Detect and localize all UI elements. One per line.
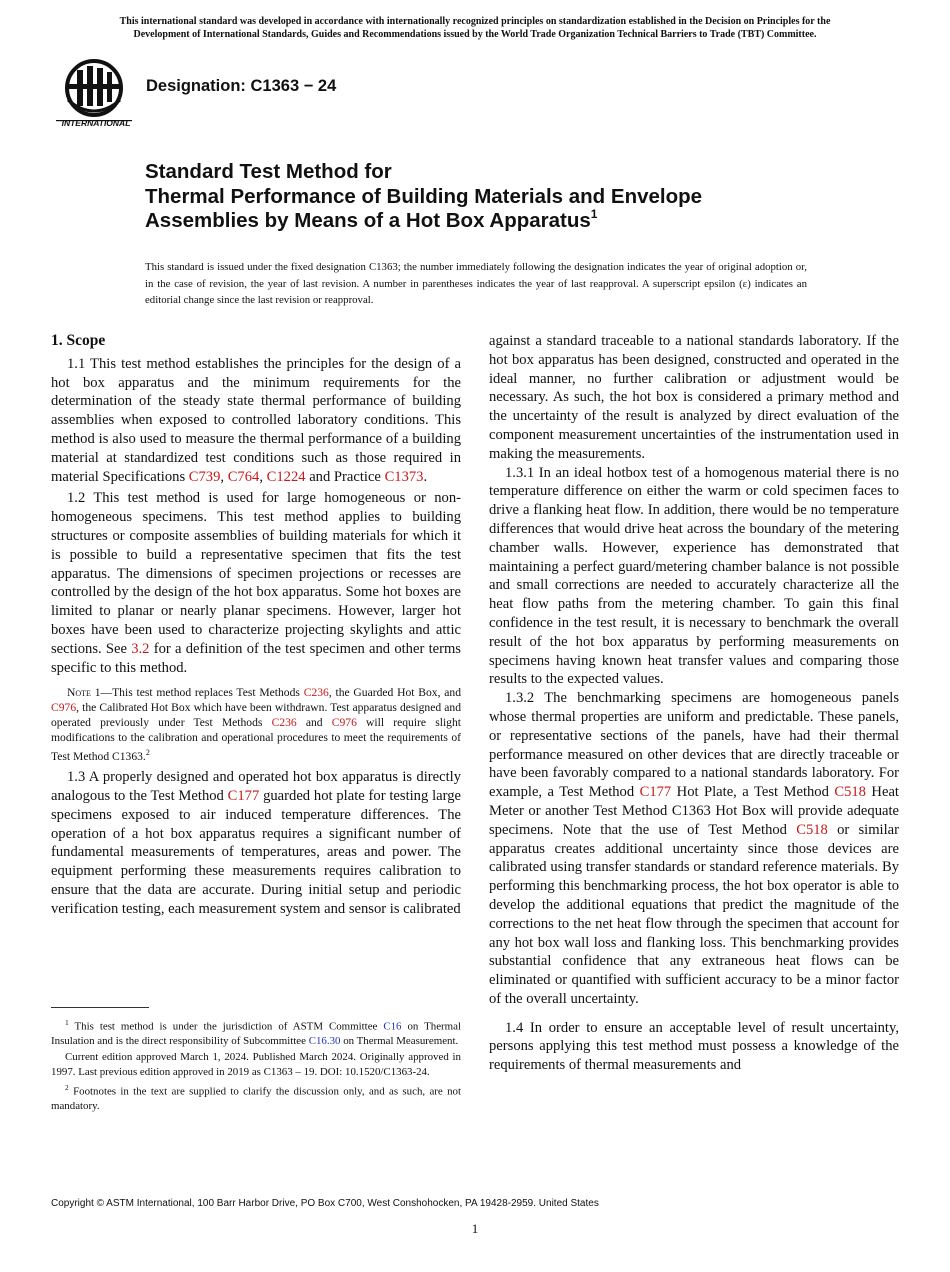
paragraph-1-3-text: guarded hot plate for testing large specimens exposed to air induced temperature differences. The operation of a hot box apparatus requires a significant number of fundamental measurements of temperatures, areas and power. The equipment performing these measurements requires calibration to ensure that the data are accurate. During initial setup and periodic verification testing, each measurement system and sensor is calibrated <box>51 788 461 917</box>
paragraph-1-3-2-text: or similar apparatus creates additional uncertainty since those devices are calibrated using transfer standards or standard reference materials. By performing this benchmarking process, the hot box operator is able to develop the additional equations that predict the magnitude of the corrections to the net heat flow through the specimen that account for any hot box wall loss and flanking loss. This benchmarking provides substantial confidence that any extraneous heat flows can be eliminated or quantified with sufficient accuracy to be a minor factor of the overall uncertainty. <box>489 821 899 1007</box>
paragraph-1-1-end: . <box>423 468 428 485</box>
issued-note: This standard is issued under the fixed designation C1363; the number immediately following the designation indicates the year of original adoption or, in the case of revision, the year of last revision. A number in parentheses indicates the year of last reapproval. A superscript epsilon (ε) indicates an editorial change since the last revision or reapproval. <box>145 261 807 306</box>
ref-link-c518[interactable]: C518 <box>834 784 866 801</box>
ref-link-c764[interactable]: C764 <box>227 468 260 485</box>
title-footnote-ref[interactable]: 1 <box>590 207 598 221</box>
footnote-divider <box>51 1007 149 1008</box>
ref-link-3-2[interactable]: 3.2 <box>131 640 150 657</box>
paragraph-1-2 <box>51 489 461 677</box>
ref-link-c16-30[interactable]: C16.30 <box>308 1035 341 1048</box>
copyright-notice: Copyright © ASTM International, 100 Barr Harbor Drive, PO Box C700, West Conshohocken, PA 19428-2959. United States <box>51 1198 599 1209</box>
paragraph-1-3-1: 1.3.1 In an ideal hotbox test of a homogenous material there is no temperature difference on either the warm or cold specimen faces to drive a flanking heat flow. In addition, there would be no temperature differences that would drive heat across the boundary of the metering chamber walls. However, experience has demonstrated that maintaining a perfect guard/metering chamber balance is not possible and small corrections are needed to accurately characterize all the heat flow paths from the metering chamber. To gain this final confidence in the test result, it is necessary to benchmark the overall result of the hot box apparatus by performing measurements on specimens having known heat transfer values and comparing those results to the expected values. <box>489 464 899 688</box>
page-number: 1 <box>471 1221 479 1236</box>
footnotes <box>51 1016 461 1116</box>
paragraph-1-3-continued: against a standard traceable to a national standards laboratory. If the hot box apparatus has been designed, constructed and operated in the ideal manner, no further calibration or adjustment would be necessary. As such, the hot box is considered a primary method and the uncertainty of the result is analyzed by direct evaluation of the component measurement uncertainties of the instrumentation used in making the measurements. <box>489 333 899 462</box>
left-column <box>51 332 461 919</box>
note-label: Note <box>67 686 91 700</box>
paragraph-1-3-2-text: Hot Plate, a Test Method <box>671 784 835 801</box>
note-text: will require slight modifications to the calibration and operational procedures to meet the requirements of Test Method C1363. <box>51 716 461 764</box>
document-title <box>145 160 702 234</box>
ref-link-c16[interactable]: C16 <box>383 1020 402 1033</box>
footnote-1-number: 1 <box>65 1018 69 1027</box>
section-heading-scope: 1. Scope <box>51 332 106 349</box>
footnote-1-text: This test method is under the jurisdiction of ASTM Committee <box>68 1020 384 1033</box>
wto-notice <box>0 16 950 41</box>
paragraph-1-2-end: for a definition of the test specimen and other terms specific to this method. <box>51 640 461 676</box>
ref-link-c976[interactable]: C976 <box>331 716 357 730</box>
paragraph-1-1-mid: and Practice <box>305 468 385 485</box>
footnote-2-text: Footnotes in the text are supplied to clarify the discussion only, and as such, are not mandatory. <box>51 1085 461 1113</box>
astm-logo <box>52 56 136 132</box>
title-line2: Thermal Performance of Building Materials and Envelope <box>145 184 703 208</box>
ref-link-c739[interactable]: C739 <box>188 468 221 485</box>
ref-link-c177[interactable]: C177 <box>227 788 260 804</box>
footnote-1 <box>51 1016 461 1048</box>
separator: , <box>259 468 267 485</box>
note-1 <box>51 685 461 764</box>
note-text: 1—This test method replaces Test Methods <box>90 686 304 700</box>
ref-link-c976[interactable]: C976 <box>51 701 77 715</box>
ref-link-c1373[interactable]: C1373 <box>384 468 424 485</box>
footnote-1-text: on Thermal Insulation and is the direct responsibility of Subcommittee <box>51 1020 461 1048</box>
edition-note: Current edition approved March 1, 2024. Published March 2024. Originally approved in 1997. Last previous edition approved in 2019 as C1363 – 19. DOI: 10.1520/C1363-24. <box>51 1051 461 1078</box>
logo-wordmark: INTERNATIONAL <box>61 118 131 128</box>
title-line3: Assemblies by Means of a Hot Box Apparatus <box>145 209 591 232</box>
paragraph-1-1-text: 1.1 This test method establishes the principles for the design of a hot box apparatus and the minimum requirements for the determination of the steady state thermal performance of building assemblies when exposed to controlled laboratory conditions. This method is also used to measure the thermal performance of a building material at standardized test conditions such as those required in material Specifications <box>51 355 461 485</box>
wto-notice-line1: This international standard was developed in accordance with internationally recognized principles on standardization established in the Decision on Principles for the <box>119 16 831 27</box>
ref-link-c1224[interactable]: C1224 <box>266 468 306 485</box>
paragraph-1-3 <box>51 768 461 918</box>
footnote-1-text: on Thermal Measurement. <box>340 1035 459 1048</box>
paragraph-1-2-text: 1.2 This test method is used for large homogeneous or non-homogeneous specimens. This test method applies to building structures or composite assemblies of building materials for which it is possible to build a representative specimen that fits the test apparatus. The dimensions of specimen projections or recesses are controlled by the design of the hot box apparatus. Some hot boxes are limited to planar or nearly planar specimens. However, larger hot boxes have been used to characterize projecting skylights and attic sections. See <box>51 490 461 657</box>
ref-link-c518[interactable]: C518 <box>796 821 828 838</box>
ref-link-c236[interactable]: C236 <box>303 686 329 700</box>
right-column <box>489 332 899 1075</box>
paragraph-1-1 <box>51 355 461 487</box>
paragraph-1-4: 1.4 In order to ensure an acceptable level of result uncertainty, persons applying this test method must possess a knowledge of the requirements of thermal measurements and <box>489 1019 899 1074</box>
paragraph-1-3-text: 1.3 A properly designed and operated hot box apparatus is directly analogous to the Test Method <box>51 769 461 804</box>
title-line1: Standard Test Method for <box>145 160 392 183</box>
paragraph-1-3-2 <box>489 689 899 1009</box>
footnote-ref-2[interactable]: 2 <box>145 748 150 758</box>
note-text: , the Calibrated Hot Box which have been withdrawn. Test apparatus designed and operated previously under Test Methods <box>51 701 461 730</box>
note-text: and <box>296 716 332 730</box>
wto-notice-line2: Development of International Standards, Guides and Recommendations issued by the World Trade Organization Technical Barriers to Trade (TBT) Committee. <box>133 28 817 40</box>
designation: Designation: C1363 − 24 <box>146 77 337 95</box>
ref-link-c177[interactable]: C177 <box>639 784 672 801</box>
paragraph-1-3-2-text: Heat Meter or another Test Method C1363 Hot Box will provide adequate specimens. Note that the use of Test Method <box>489 784 899 838</box>
title-line3-wrap <box>145 209 702 234</box>
footnote-2 <box>51 1081 461 1113</box>
paragraph-1-3-2-text: 1.3.2 The benchmarking specimens are homogeneous panels whose thermal properties are uniform and predictable. These panels, or representative sections of the panels, have had their thermal performance measured on other devices that are directly traceable or have been favorably compared to a national standards laboratory. For example, a Test Method <box>489 690 899 801</box>
note-text: , the Guarded Hot Box, and <box>328 686 461 700</box>
footnote-2-number: 2 <box>65 1083 69 1093</box>
ref-link-c236[interactable]: C236 <box>271 716 297 730</box>
separator: , <box>220 468 228 485</box>
